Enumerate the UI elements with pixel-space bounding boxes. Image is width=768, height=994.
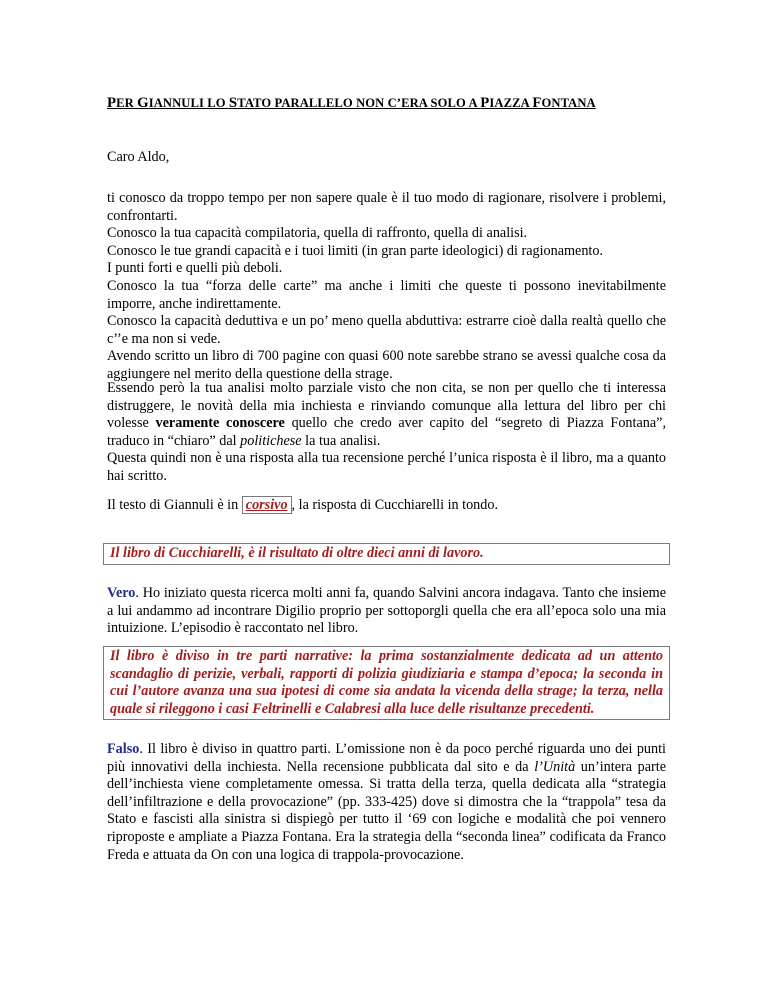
title-part: IAZZA — [489, 96, 533, 110]
analysis-italic: politichese — [240, 432, 302, 449]
intro-line: Conosco la capacità deduttiva e un po’ meno quella abduttiva: estrarre cioè dalla realtà quello che c’’e ma non si vede. — [107, 313, 666, 347]
format-note-text — [107, 496, 666, 515]
giannuli-quote-text: Il libro di Cucchiarelli, è il risultato di oltre dieci anni di lavoro. — [110, 545, 484, 561]
verdict-label: Vero — [107, 585, 136, 601]
response-body: . Ho iniziato questa ricerca molti anni fa, quando Salvini ancora indagava. Tanto che insieme a lui andammo ad incontrare Digilio proprio per sottoporgli quella che era all’epoca solo una mia intuizione. L’episodio è raccontato nel libro. — [107, 585, 666, 637]
title-cap: P — [107, 95, 117, 111]
format-note-before: Il testo di Giannuli è in — [107, 497, 242, 513]
document-title — [107, 95, 596, 113]
analysis-text — [107, 380, 666, 450]
intro-line: I punti forti e quelli più deboli. — [107, 260, 283, 277]
giannuli-quote-text: Il libro è diviso in tre parti narrative: la prima sostanzialmente dedicata ad un attento scandaglio di perizie, verbali, rapporti di polizia giudiziaria e stampa d’epoca; la seconda in cui l’autore avanza una sua ipotesi di come sia andata la vicenda della strage; la terza, nella quale si rileggono i casi Feltrinelli e Calabresi alla luce delle risultanze precedenti. — [110, 648, 663, 717]
title-part: IANNULI LO — [148, 96, 229, 110]
title-cap: S — [228, 95, 238, 111]
response-italic: l’Unità — [534, 758, 576, 775]
greeting — [107, 149, 666, 167]
analysis-paragraph — [107, 380, 666, 486]
analysis-part: quello che credo aver capito del “segreto di Piazza Fontana”, traduco in “chiaro” dal — [107, 415, 666, 449]
intro-line: ti conosco da troppo tempo per non sapere quale è il tuo modo di ragionare, risolvere i problemi, confrontarti. — [107, 190, 666, 224]
intro-line: Conosco la tua capacità compilatoria, quella di raffronto, quella di analisi. — [107, 225, 528, 242]
response-paragraph — [107, 585, 666, 638]
format-note — [107, 496, 666, 515]
analysis-line: Questa quindi non è una risposta alla tua recensione perché l’unica risposta è il libro, ma a quanto hai scritto. — [107, 450, 666, 484]
format-note-after: , la risposta di Cucchiarelli in tondo. — [291, 497, 499, 513]
verdict-label: Falso — [107, 741, 140, 757]
corsivo-sample: corsivo — [242, 496, 292, 514]
response-text — [107, 741, 666, 864]
analysis-bold: veramente conoscere — [155, 415, 285, 432]
giannuli-quote-box — [103, 646, 670, 720]
response-paragraph — [107, 741, 666, 864]
title-cap: F — [532, 95, 542, 111]
giannuli-quote-box — [103, 543, 670, 565]
response-body: un’intera parte dell’inchiesta viene completamente omessa. Si tratta della terza, quella dedicata alla “strategia dell’infiltrazione e della provocazione” (pp. 333-425) dove si dimostra che la “trappola” tesa da Stato e fascisti alla sinistra si dispiegò per tutto il ‘69 con logiche e modalità che poi vennero riproposte e ampliate a Piazza Fontana. Era la strategia della “seconda linea” codificata da Franco Freda e attuata da On con una logica di trappola-provocazione. — [107, 758, 667, 863]
response-text — [107, 585, 666, 638]
title-part: TATO PARALLELO NON C’ERA SOLO A — [237, 96, 481, 110]
intro-line: Avendo scritto un libro di 700 pagine con quasi 600 note sarebbe strano se avessi qualche cosa da aggiungere nel merito della questione della strage. — [107, 348, 666, 382]
analysis-part: Essendo però la tua analisi molto parziale visto che non cita, se non per quello che ti interessa distruggere, le novità della mia inchiesta e rinviando comunque alla lettura del libro per chi volesse — [107, 380, 666, 432]
analysis-part: la tua analisi. — [301, 432, 381, 449]
response-body: . Il libro è diviso in quattro parti. L’omissione non è da poco perché riguarda uno dei punti più innovativi della inchiesta. Nella recensione pubblicata dal sito e da — [107, 741, 666, 775]
title-cap: P — [480, 95, 490, 111]
title-part: ER — [116, 96, 138, 110]
intro-paragraph — [107, 190, 666, 384]
intro-line: Conosco le tue grandi capacità e i tuoi limiti (in gran parte ideologici) di ragionamento. — [107, 242, 604, 259]
title-cap: G — [137, 95, 149, 111]
title-part: ONTANA — [541, 96, 596, 110]
intro-line: Conosco la tua “forza delle carte” ma anche i limiti che queste ti possono inevitabilmente imporre, anche indirettamente. — [107, 277, 666, 312]
greeting-text: Caro Aldo, — [107, 149, 170, 165]
